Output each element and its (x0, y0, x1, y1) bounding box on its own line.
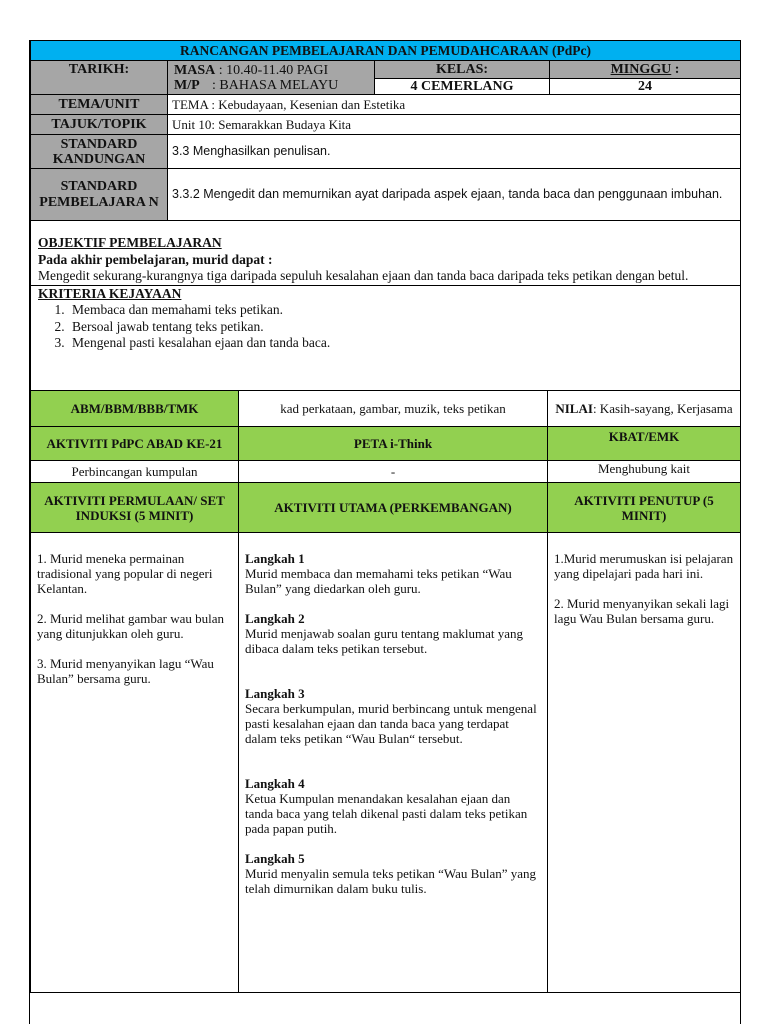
nilai-label: NILAI (555, 401, 593, 416)
sk-value: 3.3 Menghasilkan penulisan. (168, 135, 741, 169)
peta-value: - (239, 461, 548, 483)
step-title: Langkah 3 (245, 686, 305, 701)
penutup-label: AKTIVITI PENUTUP (5 MINIT) (548, 483, 741, 533)
page-title: RANCANGAN PEMBELAJARAN DAN PEMUDAHCARAAN (PdPc) (31, 41, 741, 61)
minggu-colon: : (671, 62, 680, 77)
kriteria-item: 3. Mengenal pasti kesalahan ejaan dan tanda baca. (68, 335, 733, 352)
step-text: Murid membaca dan memahami teks petikan “Wau Bulan” yang diedarkan oleh guru. (245, 566, 512, 596)
peta-label: PETA i-Think (239, 427, 548, 461)
nilai-cell (548, 391, 741, 427)
tema-label: TEMA/UNIT (31, 95, 168, 115)
tema-value: TEMA : Kebudayaan, Kesenian dan Estetika (168, 95, 741, 115)
mp-label: M/P (174, 77, 200, 93)
abm-label: ABM/BBM/BBB/TMK (31, 391, 239, 427)
step-text: Ketua Kumpulan menandakan kesalahan ejaan dan tanda baca yang telah dikenal pasti dalam teks petikan pada papan putih. (245, 791, 528, 836)
tajuk-label: TAJUK/TOPIK (31, 115, 168, 135)
kelas-value: 4 CEMERLANG (375, 79, 550, 95)
step-title: Langkah 4 (245, 776, 305, 791)
abm-value: kad perkataan, gambar, muzik, teks petikan (239, 391, 548, 427)
objektif-heading: OBJEKTIF PEMBELAJARAN (38, 235, 222, 250)
kbat-value: Menghubung kait (548, 461, 741, 483)
minggu-label-cell (550, 61, 741, 79)
sk-label: STANDARD KANDUNGAN (31, 135, 168, 169)
masa-label: MASA (174, 62, 216, 78)
utama-label: AKTIVITI UTAMA (PERKEMBANGAN) (239, 483, 548, 533)
objektif-text: Mengedit sekurang-kurangnya tiga daripada sepuluh kesalahan ejaan dan tanda baca daripada teks petikan dengan betul. (38, 268, 689, 283)
tarikh-label: TARIKH: (31, 61, 168, 95)
minggu-value: 24 (550, 79, 741, 95)
penutup-column (548, 533, 741, 993)
nilai-value: : Kasih-sayang, Kerjasama (592, 401, 733, 416)
minggu-label: MINGGU (610, 62, 672, 77)
step-text: Murid menjawab soalan guru tentang maklumat yang dibaca dalam teks petikan tersebut. (245, 626, 523, 656)
kriteria-item: 2. Bersoal jawab tentang teks petikan. (68, 319, 733, 336)
kelas-label: KELAS: (375, 61, 550, 79)
step-text: Murid menyalin semula teks petikan “Wau Bulan” yang telah dimurnikan dalam buku tulis. (245, 866, 537, 896)
mp-value: : BAHASA MELAYU (212, 77, 339, 93)
step-title: Langkah 2 (245, 611, 305, 626)
permulaan-column (31, 533, 239, 993)
utama-column (239, 533, 548, 993)
kbat-label: KBAT/EMK (548, 427, 741, 461)
step-title: Langkah 5 (245, 851, 305, 866)
permulaan-item: 3. Murid menyanyikan lagu “Wau Bulan” bersama guru. (37, 656, 214, 686)
step-text: Secara berkumpulan, murid berbincang untuk mengenal pasti kesalahan ejaan dan tanda baca yang terdapat dalam teks petikan “Wau Bulan“ tersebut. (245, 701, 537, 746)
masa-mp-cell (168, 61, 375, 95)
abad-value: Perbincangan kumpulan (31, 461, 239, 483)
masa-value: : 10.40-11.40 PAGI (218, 62, 329, 78)
sp-label: STANDARD PEMBELAJARA N (31, 169, 168, 221)
kriteria-heading: KRITERIA KEJAYAAN (31, 285, 740, 303)
objektif-intro: Pada akhir pembelajaran, murid dapat : (38, 251, 273, 267)
kriteria-item: 1. Membaca dan memahami teks petikan. (68, 302, 733, 319)
penutup-item: 1.Murid merumuskan isi pelajaran yang dipelajari pada hari ini. (554, 551, 734, 581)
tajuk-value: Unit 10: Semarakkan Budaya Kita (168, 115, 741, 135)
kriteria-list (38, 302, 733, 352)
activity-table (30, 390, 741, 993)
abad-label: AKTIVITI PdPC ABAD KE-21 (31, 427, 239, 461)
header-table (30, 40, 741, 391)
penutup-item: 2. Murid menyanyikan sekali lagi lagu Wau Bulan bersama guru. (554, 596, 730, 626)
permulaan-label: AKTIVITI PERMULAAN/ SET INDUKSI (5 MINIT) (31, 483, 239, 533)
step-title: Langkah 1 (245, 551, 305, 566)
permulaan-item: 1. Murid meneka permainan tradisional yang popular di negeri Kelantan. (37, 551, 213, 596)
lesson-plan (29, 40, 741, 1024)
sp-value: 3.3.2 Mengedit dan memurnikan ayat daripada aspek ejaan, tanda baca dan penggunaan imbuhan. (168, 169, 741, 221)
objektif-section (31, 221, 741, 391)
permulaan-item: 2. Murid melihat gambar wau bulan yang ditunjukkan oleh guru. (37, 611, 225, 641)
